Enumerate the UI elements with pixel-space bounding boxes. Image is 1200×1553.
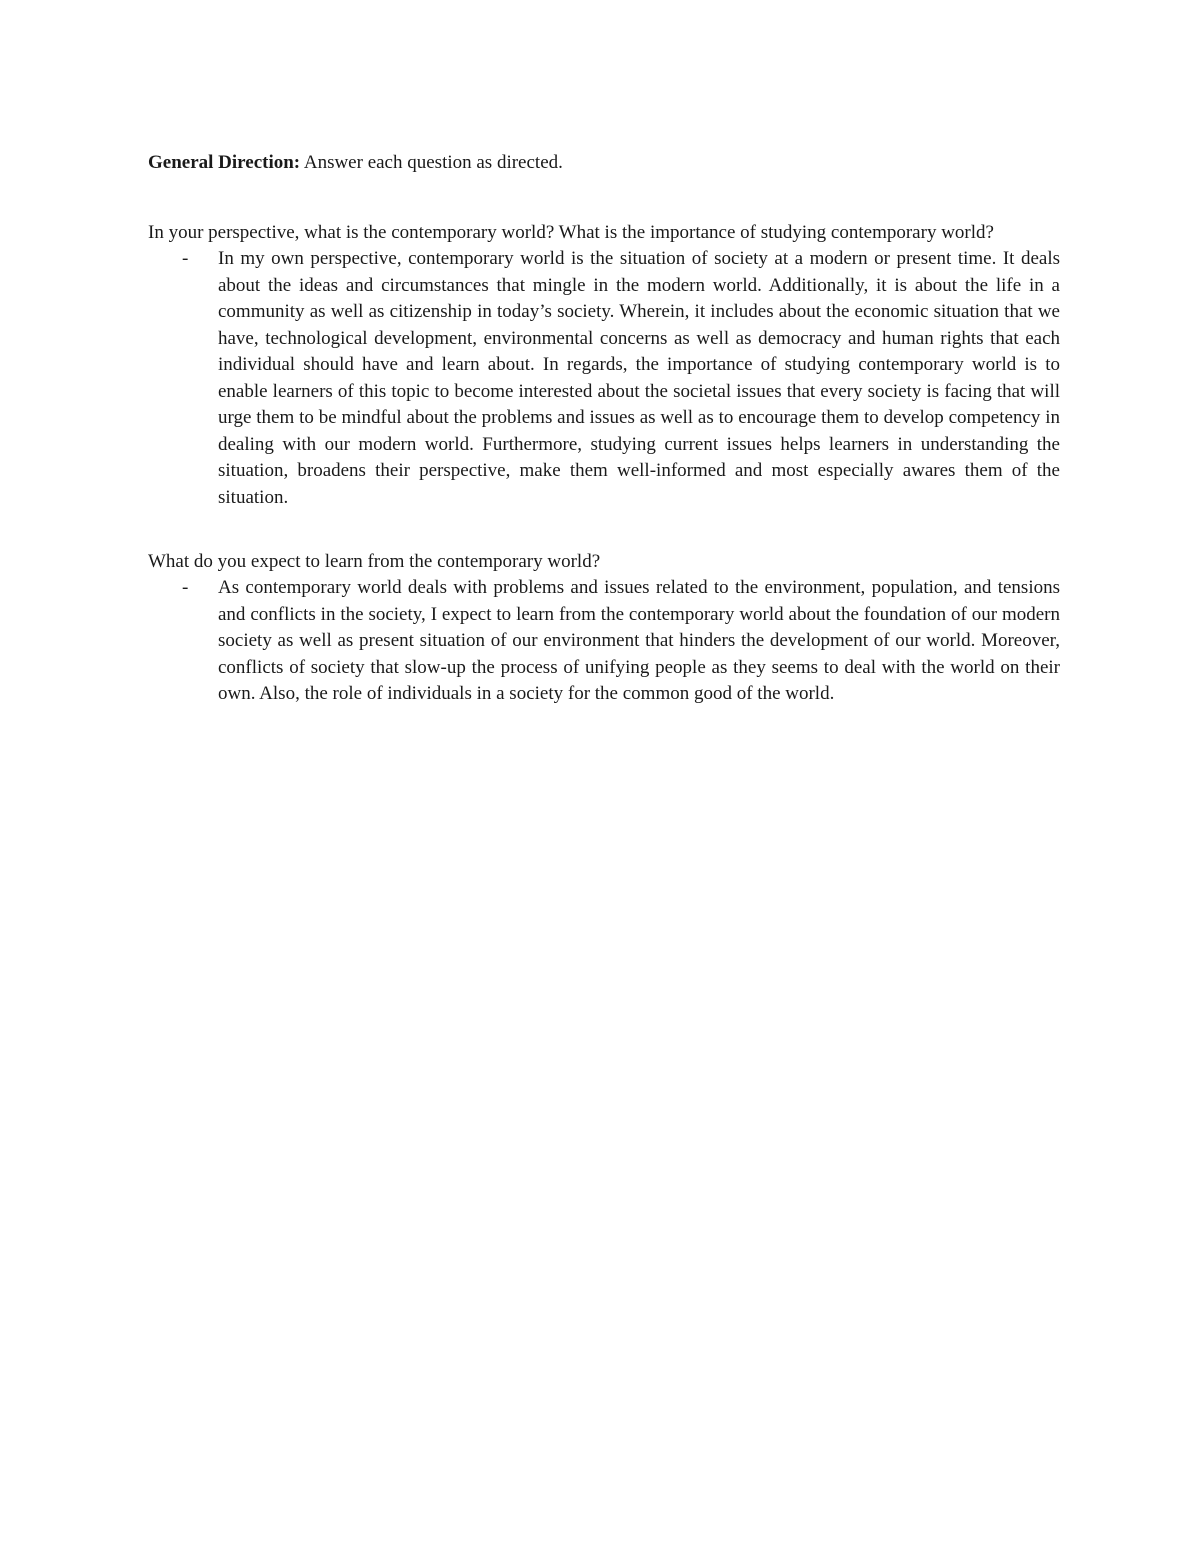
general-direction-label: General Direction: <box>148 152 301 173</box>
answer-2 <box>148 575 1060 708</box>
general-direction-text: Answer each question as directed. <box>300 152 563 173</box>
question-1: In your perspective, what is the contemporary world? What is the importance of studying contemporary world? <box>148 222 994 243</box>
question-block-2 <box>148 549 1060 708</box>
bullet-dash: - <box>182 577 189 598</box>
answer-2-text: As contemporary world deals with problems and issues related to the environment, population, and tensions and conflicts in the society, I expect to learn from the contemporary world about the foundation of our modern society as well as present situation of our environment that hinders the development of our world. Moreover, conflicts of society that slow-up the process of unifying people as they seems to deal with the world on their own. Also, the role of individuals in a society for the common good of the world. <box>218 577 1060 704</box>
bullet-dash: - <box>182 248 189 269</box>
answer-1-text: In my own perspective, contemporary world is the situation of society at a modern or present time. It deals about the ideas and circumstances that mingle in the modern world. Additionally, it is about the life in a community as well as citizenship in today’s society. Wherein, it includes about the economic situation that we have, technological development, environmental concerns as well as democracy and human rights that each individual should have and learn about. In regards, the importance of studying contemporary world is to enable learners of this topic to become interested about the societal issues that every society is facing that will urge them to be mindful about the problems and issues as well as to encourage them to develop competency in dealing with our modern world. Furthermore, studying current issues helps learners in understanding the situation, broadens their perspective, make them well-informed and most especially awares them of the situation. <box>218 248 1060 508</box>
question-2: What do you expect to learn from the contemporary world? <box>148 551 601 572</box>
question-block-1 <box>148 220 1060 511</box>
general-direction <box>148 150 1060 176</box>
answer-1 <box>148 246 1060 511</box>
